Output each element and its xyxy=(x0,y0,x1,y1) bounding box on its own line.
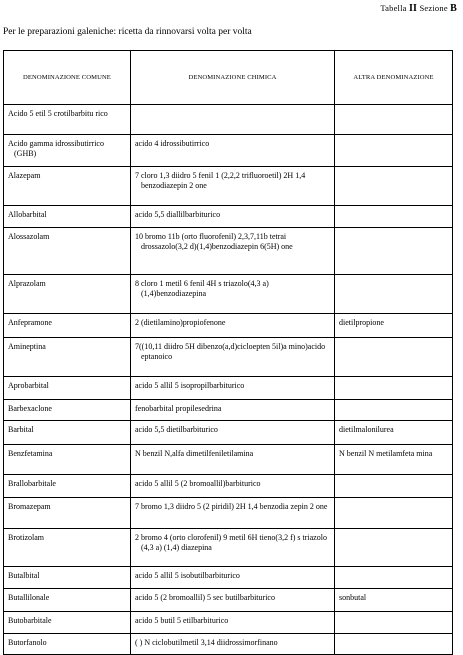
cell-other: sonbutal xyxy=(335,589,453,612)
cell-chemical: 8 cloro 1 metil 6 fenil 4H s triazolo(4,3 a)(1,4)benzodiazepina xyxy=(131,275,335,314)
cell-other xyxy=(335,206,453,228)
cell-chemical: acido 5,5 dietilbarbiturico xyxy=(131,421,335,445)
cell-chemical: 10 bromo 11b (orto fluorofenil) 2,3,7,11b tetrai drossazolo(3,2 d)(1,4)benzodiazepin 6(5H) one xyxy=(131,228,335,275)
table-row xyxy=(4,167,453,206)
section-letter: B xyxy=(450,3,457,14)
cell-chemical: 2 (dietilamino)propiofenone xyxy=(131,314,335,338)
table-row xyxy=(4,275,453,314)
table-row xyxy=(4,475,453,498)
cell-other xyxy=(335,135,453,167)
table-row xyxy=(4,314,453,338)
cell-other xyxy=(335,567,453,589)
cell-chemical: acido 5 allil 5 (2 bromoallil)barbiturico xyxy=(131,475,335,498)
cell-other: dietilmalonilurea xyxy=(335,421,453,445)
cell-common: Brallobarbitale xyxy=(4,475,131,498)
section-label: Sezione xyxy=(419,3,448,13)
table-row xyxy=(4,612,453,634)
table-row xyxy=(4,589,453,612)
cell-other xyxy=(335,612,453,634)
table-section-header xyxy=(380,3,457,14)
cell-other xyxy=(335,105,453,135)
table-header-row xyxy=(4,51,453,105)
column-header: ALTRA DENOMINAZIONE xyxy=(335,51,453,105)
table-row xyxy=(4,400,453,421)
table-row xyxy=(4,135,453,167)
column-header: DENOMINAZIONE CHIMICA xyxy=(131,51,335,105)
table-row xyxy=(4,338,453,377)
cell-chemical: 7 bromo 1,3 diidro 5 (2 piridil) 2H 1,4 benzodia zepin 2 one xyxy=(131,498,335,529)
cell-common: Bromazepam xyxy=(4,498,131,529)
table-label: Tabella xyxy=(380,3,407,13)
column-header: DENOMINAZIONE COMUNE xyxy=(4,51,131,105)
table-row xyxy=(4,377,453,400)
cell-chemical: acido 5,5 diallilbarbiturico xyxy=(131,206,335,228)
cell-common: Alazepam xyxy=(4,167,131,206)
cell-other xyxy=(335,377,453,400)
cell-common: Alossazolam xyxy=(4,228,131,275)
table-row xyxy=(4,228,453,275)
cell-other: dietilpropione xyxy=(335,314,453,338)
cell-common: Brotizolam xyxy=(4,529,131,567)
table-row xyxy=(4,105,453,135)
table-row xyxy=(4,529,453,567)
cell-other xyxy=(335,275,453,314)
cell-common: Barbital xyxy=(4,421,131,445)
cell-chemical: N benzil N,alfa dimetilfeniletilamina xyxy=(131,445,335,475)
cell-common: Acido gamma idrossibutirrico (GHB) xyxy=(4,135,131,167)
cell-other: N benzil N metilamfeta mina xyxy=(335,445,453,475)
cell-chemical: 7((10,11 diidro 5H dibenzo(a,d)cicloepten 5il)a mino)acido eptanoico xyxy=(131,338,335,377)
cell-common: Butorfanolo xyxy=(4,634,131,655)
table-row xyxy=(4,634,453,655)
table-row xyxy=(4,421,453,445)
cell-common: Aprobarbital xyxy=(4,377,131,400)
table-number: II xyxy=(408,3,418,14)
cell-chemical: acido 5 butil 5 etilbarbiturico xyxy=(131,612,335,634)
table-row xyxy=(4,567,453,589)
cell-other xyxy=(335,475,453,498)
cell-common: Butallilonale xyxy=(4,589,131,612)
cell-other xyxy=(335,228,453,275)
cell-chemical: acido 5 (2 bromoallil) 5 sec butilbarbiturico xyxy=(131,589,335,612)
cell-chemical: acido 4 idrossibutirrico xyxy=(131,135,335,167)
cell-other xyxy=(335,167,453,206)
cell-common: Benzfetamina xyxy=(4,445,131,475)
cell-chemical: 2 bromo 4 (orto clorofenil) 9 metil 6H tieno(3,2 f) s triazolo (4,3 a) (1,4) diazepina xyxy=(131,529,335,567)
table-row xyxy=(4,445,453,475)
cell-chemical: fenobarbital propilesedrina xyxy=(131,400,335,421)
cell-other xyxy=(335,634,453,655)
cell-other xyxy=(335,400,453,421)
cell-common: Allobarbital xyxy=(4,206,131,228)
table-row xyxy=(4,498,453,529)
cell-other xyxy=(335,498,453,529)
substances-table xyxy=(3,50,453,655)
cell-other xyxy=(335,338,453,377)
cell-chemical: acido 5 allil 5 isopropilbarbiturico xyxy=(131,377,335,400)
cell-chemical: acido 5 allil 5 isobutilbarbiturico xyxy=(131,567,335,589)
cell-common: Barbexaclone xyxy=(4,400,131,421)
cell-common: Butalbital xyxy=(4,567,131,589)
cell-chemical xyxy=(131,105,335,135)
cell-chemical: 7 cloro 1,3 diidro 5 fenil 1 (2,2,2 trifluoroetil) 2H 1,4 benzodiazepin 2 one xyxy=(131,167,335,206)
cell-common: Alprazolam xyxy=(4,275,131,314)
cell-common: Butobarbitale xyxy=(4,612,131,634)
cell-common: Anfepramone xyxy=(4,314,131,338)
page-subtitle: Per le preparazioni galeniche: ricetta da rinnovarsi volta per volta xyxy=(3,27,252,37)
cell-other xyxy=(335,529,453,567)
table-row xyxy=(4,206,453,228)
cell-common: Amineptina xyxy=(4,338,131,377)
cell-chemical: ( ) N ciclobutilmetil 3,14 diidrossimorfinano xyxy=(131,634,335,655)
cell-common: Acido 5 etil 5 crotilbarbitu rico xyxy=(4,105,131,135)
